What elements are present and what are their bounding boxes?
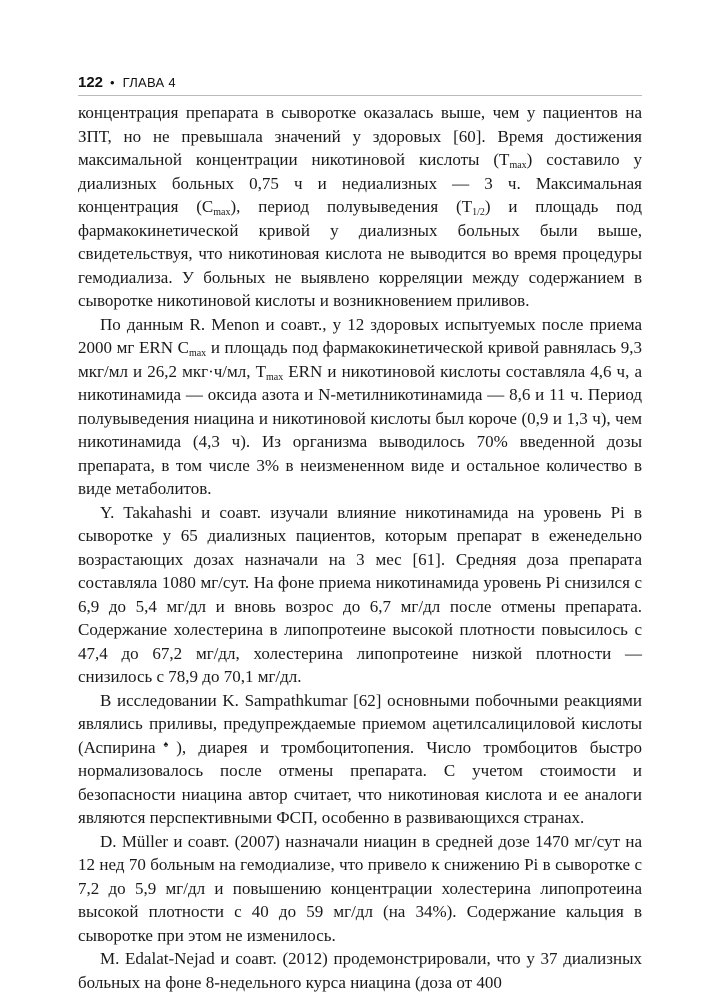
text-run: концентрация препарата в сыворотке оказалась выше, чем у пациентов на ЗПТ, но не превышала значений у здоровых [60]. Время достижения максимальной концентрации никотиновой кислоты (T bbox=[78, 103, 642, 169]
registered-mark: ♠ bbox=[155, 738, 177, 749]
text-run: ) и площадь под фармакокинетической кривой у диализных больных были выше, свидетельствуя, что никотиновая кислота не выводится во время процедуры гемодиализа. У больных не выявлено корреляции между содержанием в сыворотке никотиновой кислоты и возникновением приливов. bbox=[78, 197, 642, 310]
text-run: ERN и никотиновой кислоты составляла 4,6 ч, а никотинамида — оксида азота и N-метилникотинамида — 8,6 и 11 ч. Период полувыведения ниацина и никотиновой кислоты был короче (0,9 и 1,3 ч), чем никотинамида (4,3 ч). Из организма выводилось 70% введенной дозы препарата, в том числе 3% в неизмененном виде и остальное количество в виде метаболитов. bbox=[78, 361, 642, 498]
paragraph bbox=[78, 830, 642, 948]
header-bullet: • bbox=[110, 74, 115, 90]
text-run: ), период полувыведения (T bbox=[230, 197, 473, 216]
text-run: Y. Takahashi и соавт. изучали влияние никотинамида на уровень Pi в сыворотке у 65 диализных пациентов, которым препарат в еженедельно возрастающих дозах назначали на 3 мес [61]. Средняя доза препарата составляла 1080 мг/сут. На фоне приема никотинамида уровень Pi снизился с 6,9 до 5,4 мг/дл и вновь возрос до 6,7 мг/дл после отмены препарата. Содержание холестерина в липопротеине высокой плотности повысилось с 47,4 до 67,2 мг/дл, холестерина липопротеине низкой плотности — снизилось с 78,9 до 70,1 мг/дл. bbox=[78, 502, 642, 686]
text-run: и площадь под фармакокинетической кривой равнялась 9,3 мкг/мл и 26,2 мкг·ч/мл, T bbox=[78, 338, 642, 381]
subscript-text: max bbox=[213, 207, 231, 218]
paragraph bbox=[78, 947, 642, 994]
text-run: D. Müller и соавт. (2007) назначали ниацин в средней дозе 1470 мг/сут на 12 нед 70 больным на гемодиализе, что привело к снижению Pi в сыворотке с 7,2 до 5,9 мг/дл и повышению концентрации холестерина липопротеина высокой плотности с 40 до 59 мг/дл (на 34%). Содержание кальция в сыворотке при этом не изменилось. bbox=[78, 831, 642, 945]
text-run: ), диарея и тромбоцитопения. Число тромбоцитов быстро нормализовалось после отмены препарата. С учетом стоимости и безопасности ниацина автор считает, что никотиновая кислота и ее аналоги являются перспективными ФСП, особенно в развивающихся странах. bbox=[78, 737, 642, 827]
text-run: В исследовании K. Sampathkumar [62] основными побочными реакциями являлись приливы, предупреждаемые приемом ацетилсалициловой кислоты (Аспирина bbox=[78, 690, 642, 757]
subscript-text: 1/2 bbox=[472, 207, 485, 218]
body-text bbox=[78, 101, 642, 994]
page-number: 122 bbox=[78, 73, 104, 91]
paragraph bbox=[78, 501, 642, 689]
chapter-title: ГЛАВА 4 bbox=[122, 74, 176, 90]
subscript-text: max bbox=[509, 160, 527, 171]
paragraph bbox=[78, 313, 642, 501]
text-run: ) составило у диализных больных 0,75 ч и недиализных — 3 ч. Максимальная концентрация (C bbox=[78, 150, 643, 216]
paragraph bbox=[78, 101, 642, 313]
running-header bbox=[78, 71, 176, 93]
paragraph bbox=[78, 689, 642, 830]
subscript-text: max bbox=[265, 371, 284, 383]
text-run: M. Edalat-Nejad и соавт. (2012) продемонстрировали, что у 37 диализных больных на фоне 8-недельного курса ниацина (доза от 400 bbox=[78, 949, 642, 992]
subscript-text: max bbox=[188, 348, 207, 359]
header-divider bbox=[78, 95, 642, 96]
text-run: По данным R. Menon и соавт., у 12 здоровых испытуемых после приема 2000 мг ERN C bbox=[78, 314, 642, 357]
